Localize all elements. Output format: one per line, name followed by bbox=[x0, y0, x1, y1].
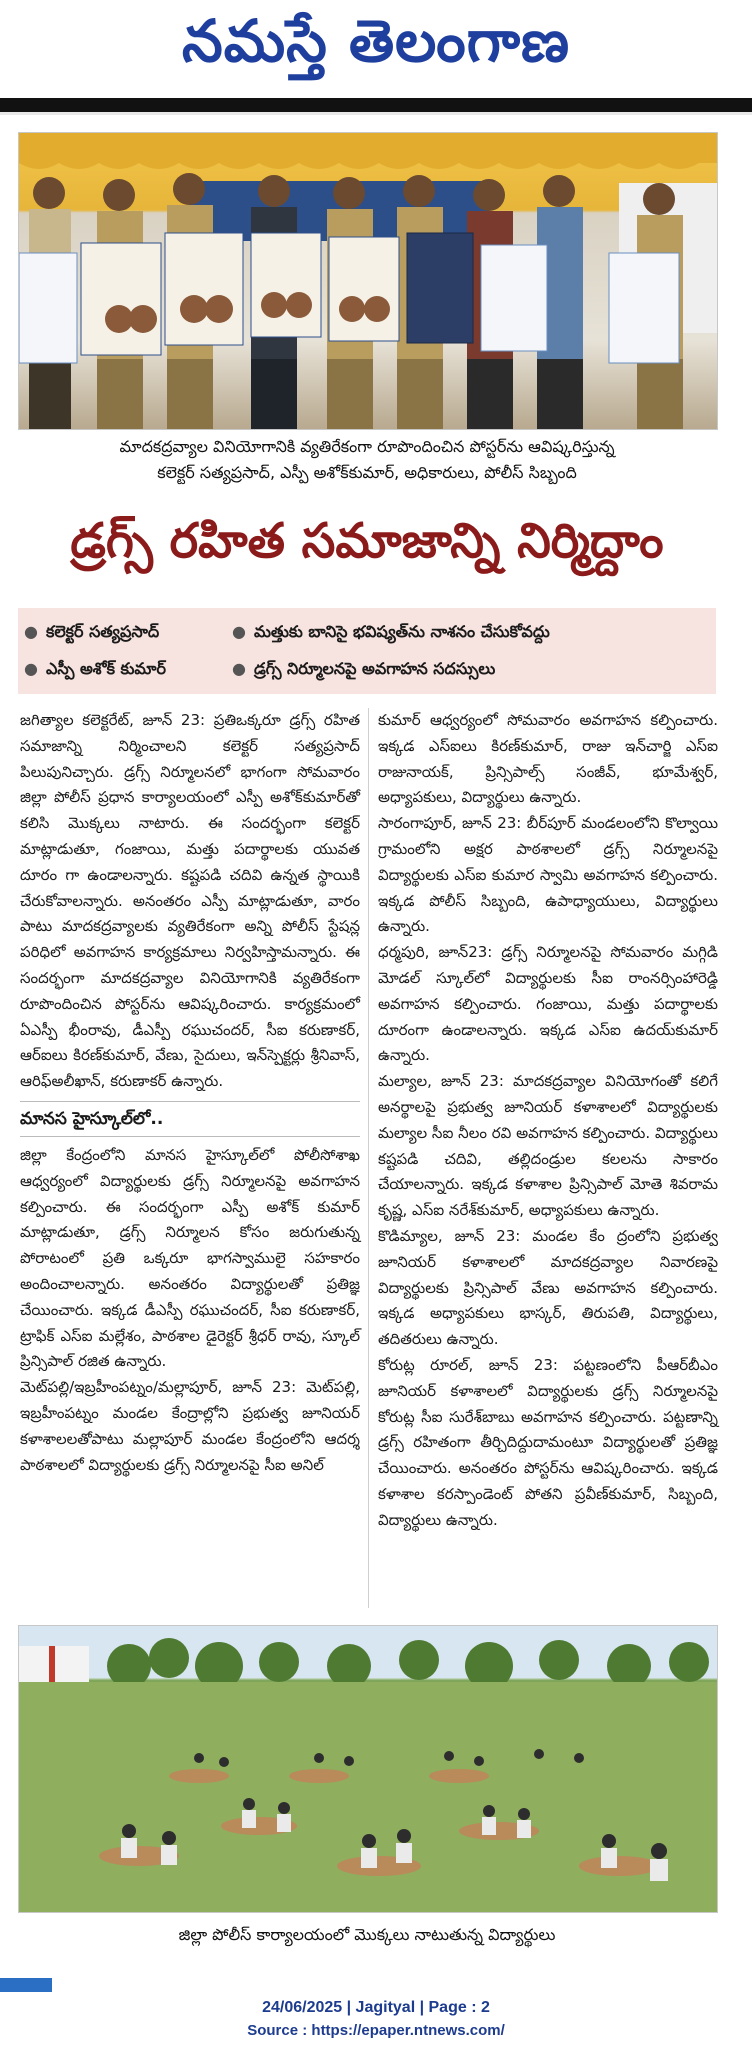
article-subhead: మానస హైస్కూల్‌లో.. bbox=[20, 1101, 360, 1137]
article-paragraph: కోరుట్ల రూరల్, జూన్ 23: పట్టణంలోని పీఆర్‌బీఎం జూనియర్ కళాశాలలో విద్యార్థులకు డ్రగ్స్ నిర్మూలనపై కోరుట్ల సీఐ సురేశ్‌బాబు అవగాహన కల్పించారు. పట్టణాన్ని డ్రగ్స్ రహితంగా తీర్చిదిద్దుదామంటూ విద్యార్థులతో ప్రతిజ్ఞ చేయించారు. అనంతరం పోస్టర్‌ను ఆవిష్కరించారు. ఇక్కడ కళాశాల కరస్పాండెంట్ పోతని ప్రవీణ్‌కుమార్, సిబ్బంది, విద్యార్థులు ఉన్నారు. bbox=[378, 1355, 718, 1529]
highlight-item bbox=[24, 615, 159, 649]
highlight-item bbox=[232, 652, 495, 686]
highlight-item bbox=[24, 652, 166, 686]
article-paragraph: కుమార్ ఆధ్వర్యంలో సోమవారం అవగాహన కల్పించారు. ఇక్కడ ఎస్ఐలు కిరణ్‌కుమార్, రాజు ఇన్‌చార్జి ఎస్ఐ రాజునాయక్, ప్రిన్సిపాల్స్ సంజీవ్, భూమేశ్వర్, అధ్యాపకులు, విద్యార్థులు ఉన్నారు. bbox=[378, 711, 718, 807]
article-paragraph: మెట్‌పల్లి/ఇబ్రహీంపట్నం/మల్లాపూర్, జూన్ 23: మెట్‌పల్లి, ఇబ్రహీంపట్నం మండల కేంద్రాల్లోని ప్రభుత్వ జూనియర్ కళాశాలలతోపాటు మల్లాపూర్ మండల కేంద్రంలోని ఆదర్శ పాఠశాలలో విద్యార్థులకు డ్రగ్స్ నిర్మూలనపై సీఐ అనిల్ bbox=[20, 1378, 360, 1474]
highlight-sp: ఎస్పీ అశోక్ కుమార్ bbox=[45, 659, 166, 678]
poster-launch-photo bbox=[18, 132, 718, 430]
column-divider bbox=[368, 708, 369, 1608]
highlight-sp-quote: డ్రగ్స్ నిర్మూలనపై అవగాహన సదస్సులు bbox=[253, 659, 496, 678]
edition-info: 24/06/2025 | Jagityal | Page : 2 bbox=[262, 1999, 490, 2016]
article-paragraph: కొడిమ్యాల, జూన్ 23: మండల కేం ద్రంలోని ప్రభుత్వ జూనియర్ కళాశాలలో మాదకద్రవ్యాల నివారణపై విద్యార్థులకు ప్రిన్సిపాల్ వేణు అవగాహన కల్పించారు. ఇక్కడ అధ్యాపకులు భాస్కర్, తిరుపతి, విద్యార్థులు, తదితరులు ఉన్నారు. bbox=[378, 1226, 718, 1349]
article-paragraph: ధర్మపురి, జూన్23: డ్రగ్స్ నిర్మూలనపై సోమవారం మగ్గిడి మోడల్ స్కూల్‌లో విద్యార్థులకు సీఐ రాంనర్సింహారెడ్డి అవగాహన కల్పించారు. గంజాయి, మత్తు పదార్థాలకు దూరంగా ఉండాలన్నారు. ఇక్కడ ఎస్ఐ ఉదయ్‌కుమార్ ఉన్నారు. bbox=[378, 943, 718, 1065]
bullet-icon: ● bbox=[24, 622, 38, 641]
article-paragraph: మల్యాల, జూన్ 23: మాదకద్రవ్యాల వినియోగంతో కలిగే అనర్థాలపై ప్రభుత్వ జూనియర్ కళాశాలలో విద్యార్థులకు మల్యాల సీఐ నీలం రవి అవగాహన కల్పించారు. విద్యార్థులు కష్టపడి చదివి, తల్లిదండ్రుల కలలను సాకారం చేయాలన్నారు. ఇక్కడ కళాశాల ప్రిన్సిపాల్ మోతె శివరామ కృష్ణ, ఎస్ఐ నరేశ్‌కుమార్, అధ్యాపకులు ఉన్నారు. bbox=[378, 1072, 718, 1220]
article-paragraph: జగిత్యాల కలెక్టరేట్, జూన్ 23: ప్రతిఒక్కరూ డ్రగ్స్ రహిత సమాజాన్ని నిర్మించాలని కలెక్టర్ సత్యప్రసాద్ పిలుపునిచ్చారు. డ్రగ్స్ నిర్మూలనలో భాగంగా సోమవారం జిల్లా పోలీస్ ప్రధాన కార్యాలయంలో ఎస్పీ అశోక్‌కుమార్‌తో కలిసి మొక్కలు నాటారు. ఈ సందర్భంగా కలెక్టర్ మాట్లాడుతూ, గంజాయి, మత్తు పదార్థాలకు యువత దూరం గా ఉండాలన్నారు. కష్టపడి చదివి ఉన్నత స్థాయికి చేరుకోవాలన్నారు. అనంతరం ఎస్పీ మాట్లాడుతూ, వారం పాటు మాదకద్రవ్యాలకు వ్యతిరేకంగా అన్ని పోలీస్ స్టేషన్ల పరిధిలో అవగాహన కార్యక్రమాలు నిర్వహిస్తామన్నారు. ఈ సందర్భంగా మాదకద్రవ్యాల వినియోగానికి వ్యతిరేకంగా రూపొందించిన పోస్టర్‌ను ఆవిష్కరించారు. కార్యక్రమంలో ఏఎస్పీ భీంరావు, డీఎస్పీ రఘుచందర్, సీఐ కరుణాకర్, ఆర్ఐలు కిరణ్‌కుమార్, వేణు, సైదులు, ఇన్‌స్పెక్టర్లు శ్రీనివాస్, ఆరిఫ్అలీఖాన్, కరుణాకర్ ఉన్నారు. bbox=[20, 711, 360, 1091]
top-photo-caption-line1: మాదకద్రవ్యాల వినియోగానికి వ్యతిరేకంగా రూపొందించిన పోస్టర్‌ను ఆవిష్కరిస్తున్న bbox=[119, 437, 615, 456]
article-column-right bbox=[378, 708, 718, 1534]
article-column-left bbox=[20, 708, 360, 1478]
bottom-photo-caption: జిల్లా పోలీస్ కార్యాలయంలో మొక్కలు నాటుతున్న విద్యార్థులు bbox=[178, 1925, 556, 1944]
bullet-icon: ● bbox=[24, 659, 38, 678]
masthead bbox=[0, 0, 752, 100]
page-corner-mark bbox=[0, 1978, 52, 1992]
newspaper-logo: నమస్తే తెలంగాణ bbox=[182, 7, 570, 75]
highlight-collector-quote: మత్తుకు బానిసై భవిష్యత్‌ను నాశనం చేసుకోవద్దు bbox=[253, 622, 550, 641]
bullet-icon: ● bbox=[232, 659, 246, 678]
bullet-icon: ● bbox=[232, 622, 246, 641]
article-paragraph: సారంగాపూర్, జూన్ 23: బీర్‌పూర్ మండలంలోని కొల్వాయి గ్రామంలోని అక్షర పాఠశాలలో డ్రగ్స్ నిర్మూలనపై విద్యార్థులకు ఎస్ఐ కుమార స్వామి అవగాహన కల్పించారు. ఇక్కడ పోలీస్ సిబ్బంది, ఉపాధ్యాయులు, విద్యార్థులు ఉన్నారు. bbox=[378, 814, 718, 936]
top-photo-caption bbox=[20, 434, 714, 486]
top-photo-caption-line2: కలెక్టర్ సత్యప్రసాద్, ఎస్పీ అశోక్‌కుమార్, అధికారులు, పోలీస్ సిబ్బంది bbox=[157, 463, 577, 482]
masthead-rule-shadow bbox=[0, 112, 752, 115]
article-paragraph: జిల్లా కేంద్రంలోని మానస హైస్కూల్‌లో పోలీసోశాఖ ఆధ్వర్యంలో విద్యార్థులకు డ్రగ్స్ నిర్మూలనపై అవగాహన కల్పించారు. ఈ సందర్భంగా ఎస్పీ అశోక్ కుమార్ మాట్లాడుతూ, డ్రగ్స్ నిర్మూలన కోసం జరుగుతున్న పోరాటంలో ప్రతి ఒక్కరూ భాగస్వాములై సహకారం అందించాలన్నారు. అనంతరం విద్యార్థులతో ప్రతిజ్ఞ చేయించారు. ఇక్కడ డీఎస్పీ రఘుచందర్, సీఐ కరుణాకర్, ట్రాఫిక్ ఎస్ఐ మల్లేశం, పాఠశాల డైరెక్టర్ శ్రీధర్ రావు, స్కూల్ ప్రిన్సిపాల్ రజిత ఉన్నారు. bbox=[20, 1145, 360, 1371]
article-headline: డ్రగ్స్ రహిత సమాజాన్ని నిర్మిద్దాం bbox=[70, 513, 664, 569]
source-link[interactable]: Source : https://epaper.ntnews.com/ bbox=[247, 2022, 505, 2039]
masthead-rule bbox=[0, 98, 752, 112]
highlight-item bbox=[232, 615, 550, 649]
highlight-collector: కలెక్టర్ సత్యప్రసాద్ bbox=[45, 622, 160, 641]
highlights-band bbox=[18, 608, 716, 694]
tree-planting-photo bbox=[18, 1625, 718, 1913]
